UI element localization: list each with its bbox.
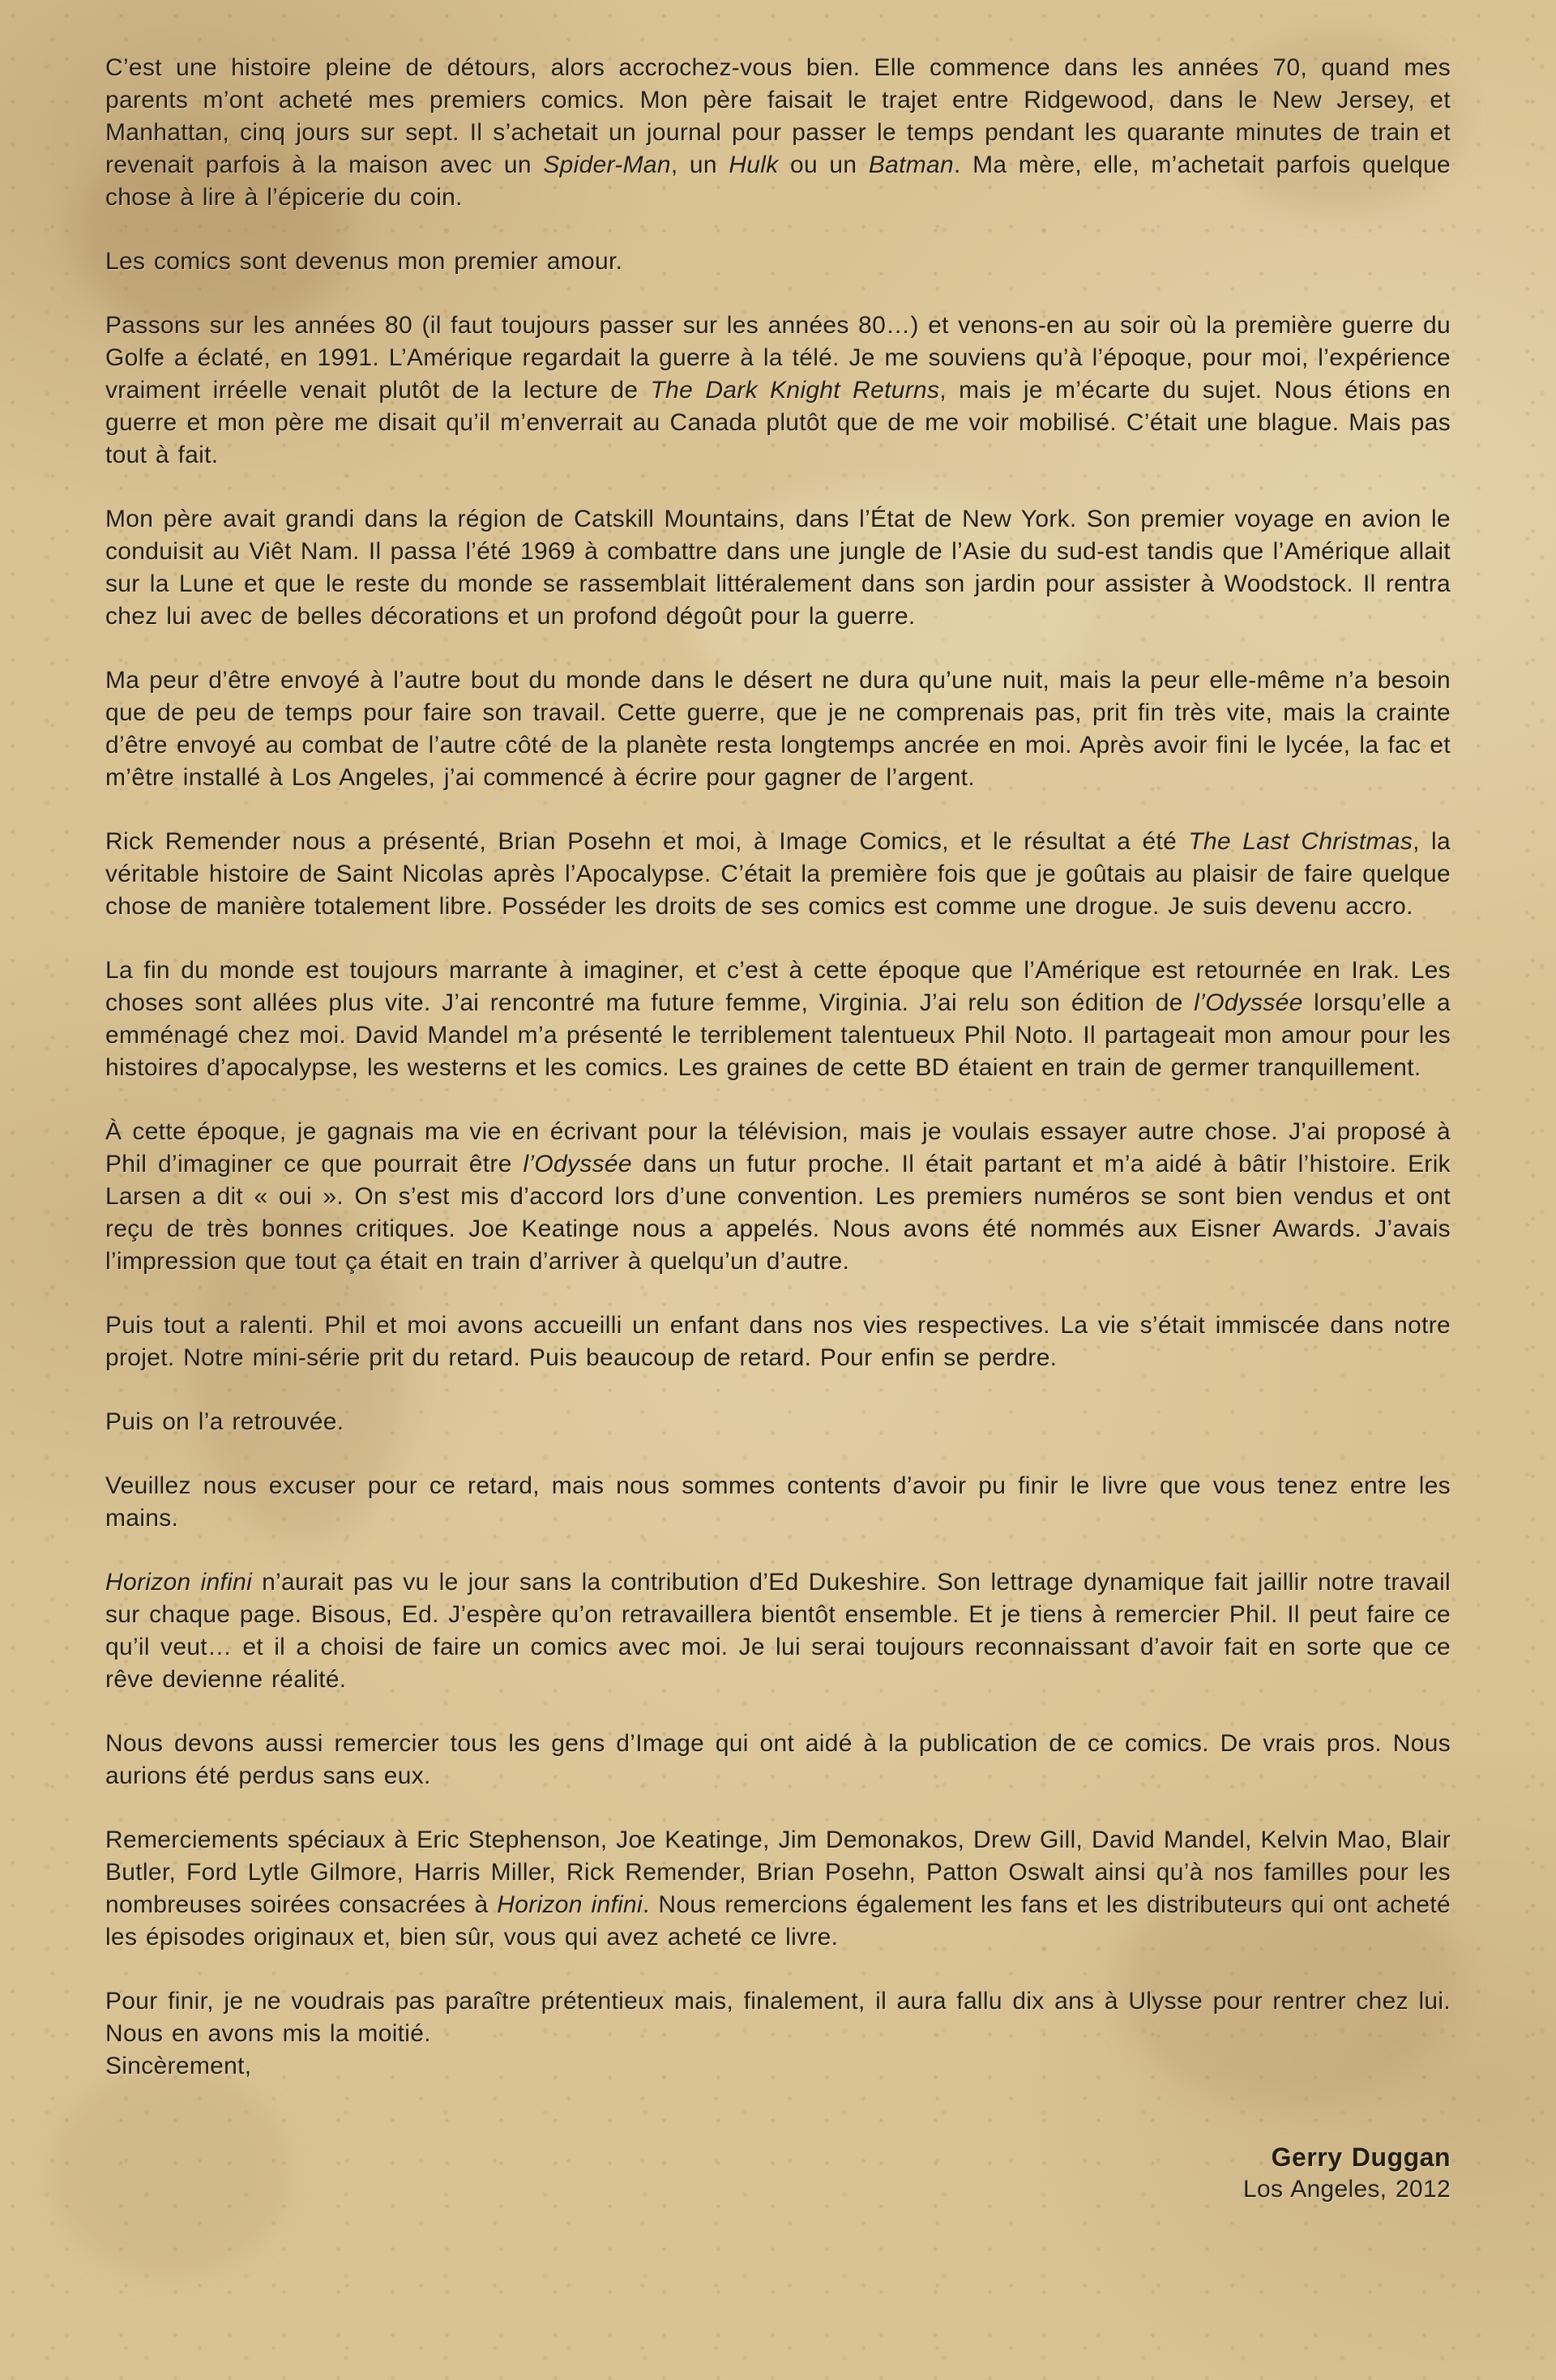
paragraph: [105, 52, 1451, 214]
paragraph: [105, 1985, 1451, 2050]
body-text: Pour finir, je ne voudrais pas paraître prétentieux mais, finalement, il aura fallu dix ans à Ulysse pour rentrer chez lui. Nous en avons mis la moitié.: [105, 1988, 1451, 2047]
italic-title-text: l’Odyssée: [523, 1151, 632, 1177]
paragraph: [105, 310, 1451, 472]
body-text: Ma peur d’être envoyé à l’autre bout du monde dans le désert ne dura qu’une nuit, mais la peur elle-même n’a besoin que de peu de temps pour faire son travail. Cette guerre, que je ne comprenais pas, prit fin très vite, mais la crainte d’être envoyé au combat de l’autre côté de la planète resta longtemps ancrée en moi. Après avoir fini le lycée, la fac et m’être installé à Los Angeles, j’ai commencé à écrire pour gagner de l’argent.: [105, 667, 1451, 791]
body-text: , mais je m’écarte du sujet. Nous étions en guerre et mon père me disait qu’il m’enverrait au Canada plutôt que de me voir mobilisé. C’était une blague. Mais pas tout à fait.: [105, 377, 1451, 468]
body-text: À cette époque, je gagnais ma vie en écrivant pour la télévision, mais je voulais essayer autre chose. J’ai proposé à Phil d’imaginer ce que pourrait être: [105, 1118, 1451, 1177]
body-text: . Ma mère, elle, m’achetait parfois quelque chose à lire à l’épicerie du coin.: [105, 152, 1451, 211]
paragraph: [105, 1728, 1451, 1792]
italic-title-text: Spider-Man: [543, 152, 671, 178]
body-text: Nous devons aussi remercier tous les gens d’Image qui ont aidé à la publication de ce comics. De vrais pros. Nous aurions été perdus sans eux.: [105, 1730, 1451, 1789]
italic-title-text: Hulk: [729, 152, 779, 178]
body-text: Passons sur les années 80 (il faut toujours passer sur les années 80…) et venons-en au soir où la première guerre du Golfe a éclaté, en 1991. L’Amérique regardait la guerre à la télé. Je me souviens qu’à l’époque, pour moi, l’expérience vraiment irréelle venait plutôt de la lecture de: [105, 312, 1451, 404]
closing-line: Sincèrement,: [105, 2053, 252, 2079]
paragraph: [105, 1566, 1451, 1696]
paragraph: [105, 826, 1451, 923]
paragraph: [105, 503, 1451, 633]
paragraph: [105, 1406, 1451, 1438]
body-text: La fin du monde est toujours marrante à imaginer, et c’est à cette époque que l’Amérique est retournée en Irak. Les choses sont allées plus vite. J’ai rencontré ma future femme, Virginia. J’ai relu son édition de: [105, 957, 1451, 1016]
italic-title-text: The Last Christmas: [1188, 828, 1413, 855]
paragraph: [105, 246, 1451, 278]
body-text: Remerciements spéciaux à Eric Stephenson, Joe Keatinge, Jim Demonakos, Drew Gill, David Mandel, Kelvin Mao, Blair Butler, Ford Lytle Gilmore, Harris Miller, Rick Remender, Brian Posehn, Patton Oswalt ainsi qu’à nos familles pour les nombreuses soirées consacrées à: [105, 1827, 1451, 1918]
paragraph: [105, 1116, 1451, 1278]
body-text: , un: [670, 152, 729, 178]
body-text: Rick Remender nous a présenté, Brian Posehn et moi, à Image Comics, et le résultat a été: [105, 828, 1189, 855]
signature-block: [105, 2141, 1451, 2206]
body-text: C’est une histoire pleine de détours, alors accrochez-vous bien. Elle commence dans les années 70, quand mes parents m’ont acheté mes premiers comics. Mon père faisait le trajet entre Ridgewood, dans le New Jersey, et Manhattan, cinq jours sur sept. Il s’achetait un journal pour passer le temps pendant les quarante minutes de train et revenait parfois à la maison avec un: [105, 54, 1451, 178]
italic-title-text: Horizon infini: [497, 1891, 643, 1918]
paragraph: [105, 1824, 1451, 1954]
italic-title-text: Batman: [868, 152, 955, 178]
italic-title-text: Horizon infini: [105, 1569, 253, 1596]
paragraph: [105, 664, 1451, 794]
italic-title-text: l’Odyssée: [1194, 989, 1303, 1016]
body-text: , la véritable histoire de Saint Nicolas après l’Apocalypse. C’était la première fois que je goûtais au plaisir de faire quelque chose de manière totalement libre. Posséder les droits de ses comics est comme une drogue. Je suis devenu accro.: [105, 828, 1451, 920]
italic-title-text: The Dark Knight Returns: [650, 377, 940, 404]
signature-place-date: Los Angeles, 2012: [1243, 2176, 1451, 2203]
body-text: . Nous remercions également les fans et les distributeurs qui ont acheté les épisodes originaux et, bien sûr, vous qui avez acheté ce livre.: [105, 1891, 1451, 1951]
paragraph: [105, 1470, 1451, 1535]
paragraph: [105, 955, 1451, 1084]
body-text: Mon père avait grandi dans la région de Catskill Mountains, dans l’État de New York. Son premier voyage en avion le conduisit au Viêt Nam. Il passa l’été 1969 à combattre dans une jungle de l’Asie du sud-est tandis que l’Amérique allait sur la Lune et que le reste du monde se rassemblait littéralement dans son jardin pour assister à Woodstock. Il rentra chez lui avec de belles décorations et un profond dégoût pour la guerre.: [105, 506, 1451, 630]
body-text: n’aurait pas vu le jour sans la contribution d’Ed Dukeshire. Son lettrage dynamique fait jaillir notre travail sur chaque page. Bisous, Ed. J’espère qu’on retravaillera bientôt ensemble. Et je tiens à remercier Phil. Il peut faire ce qu’il veut… et il a choisi de faire un comics avec moi. Je lui serai toujours reconnaissant d’avoir fait en sorte que ce rêve devienne réalité.: [105, 1569, 1451, 1693]
body-text: Puis on l’a retrouvée.: [105, 1408, 344, 1435]
body-text: dans un futur proche. Il était partant et m’a aidé à bâtir l’histoire. Erik Larsen a dit « oui ». On s’est mis d’accord lors d’une convention. Les premiers numéros se sont bien vendus et ont reçu de très bonnes critiques. Joe Keatinge nous a appelés. Nous avons été nommés aux Eisner Awards. J’avais l’impression que tout ça était en train d’arriver à quelqu’un d’autre.: [105, 1151, 1451, 1275]
body-text: lorsqu’elle a emménagé chez moi. David Mandel m’a présenté le terriblement talentueux Phil Noto. Il partageait mon amour pour les histoires d’apocalypse, les westerns et les comics. Les graines de cette BD étaient en train de germer tranquillement.: [105, 989, 1451, 1081]
body-text: Puis tout a ralenti. Phil et moi avons accueilli un enfant dans nos vies respectives. La vie s’était immiscée dans notre projet. Notre mini-série prit du retard. Puis beaucoup de retard. Pour enfin se perdre.: [105, 1312, 1451, 1371]
letter-body: [105, 52, 1451, 2050]
paragraph: [105, 1310, 1451, 1374]
body-text: Veuillez nous excuser pour ce retard, mais nous sommes contents d’avoir pu finir le livre que vous tenez entre les mains.: [105, 1472, 1451, 1532]
signature-name: Gerry Duggan: [1271, 2143, 1451, 2172]
body-text: Les comics sont devenus mon premier amour.: [105, 248, 623, 275]
body-text: ou un: [778, 152, 869, 178]
